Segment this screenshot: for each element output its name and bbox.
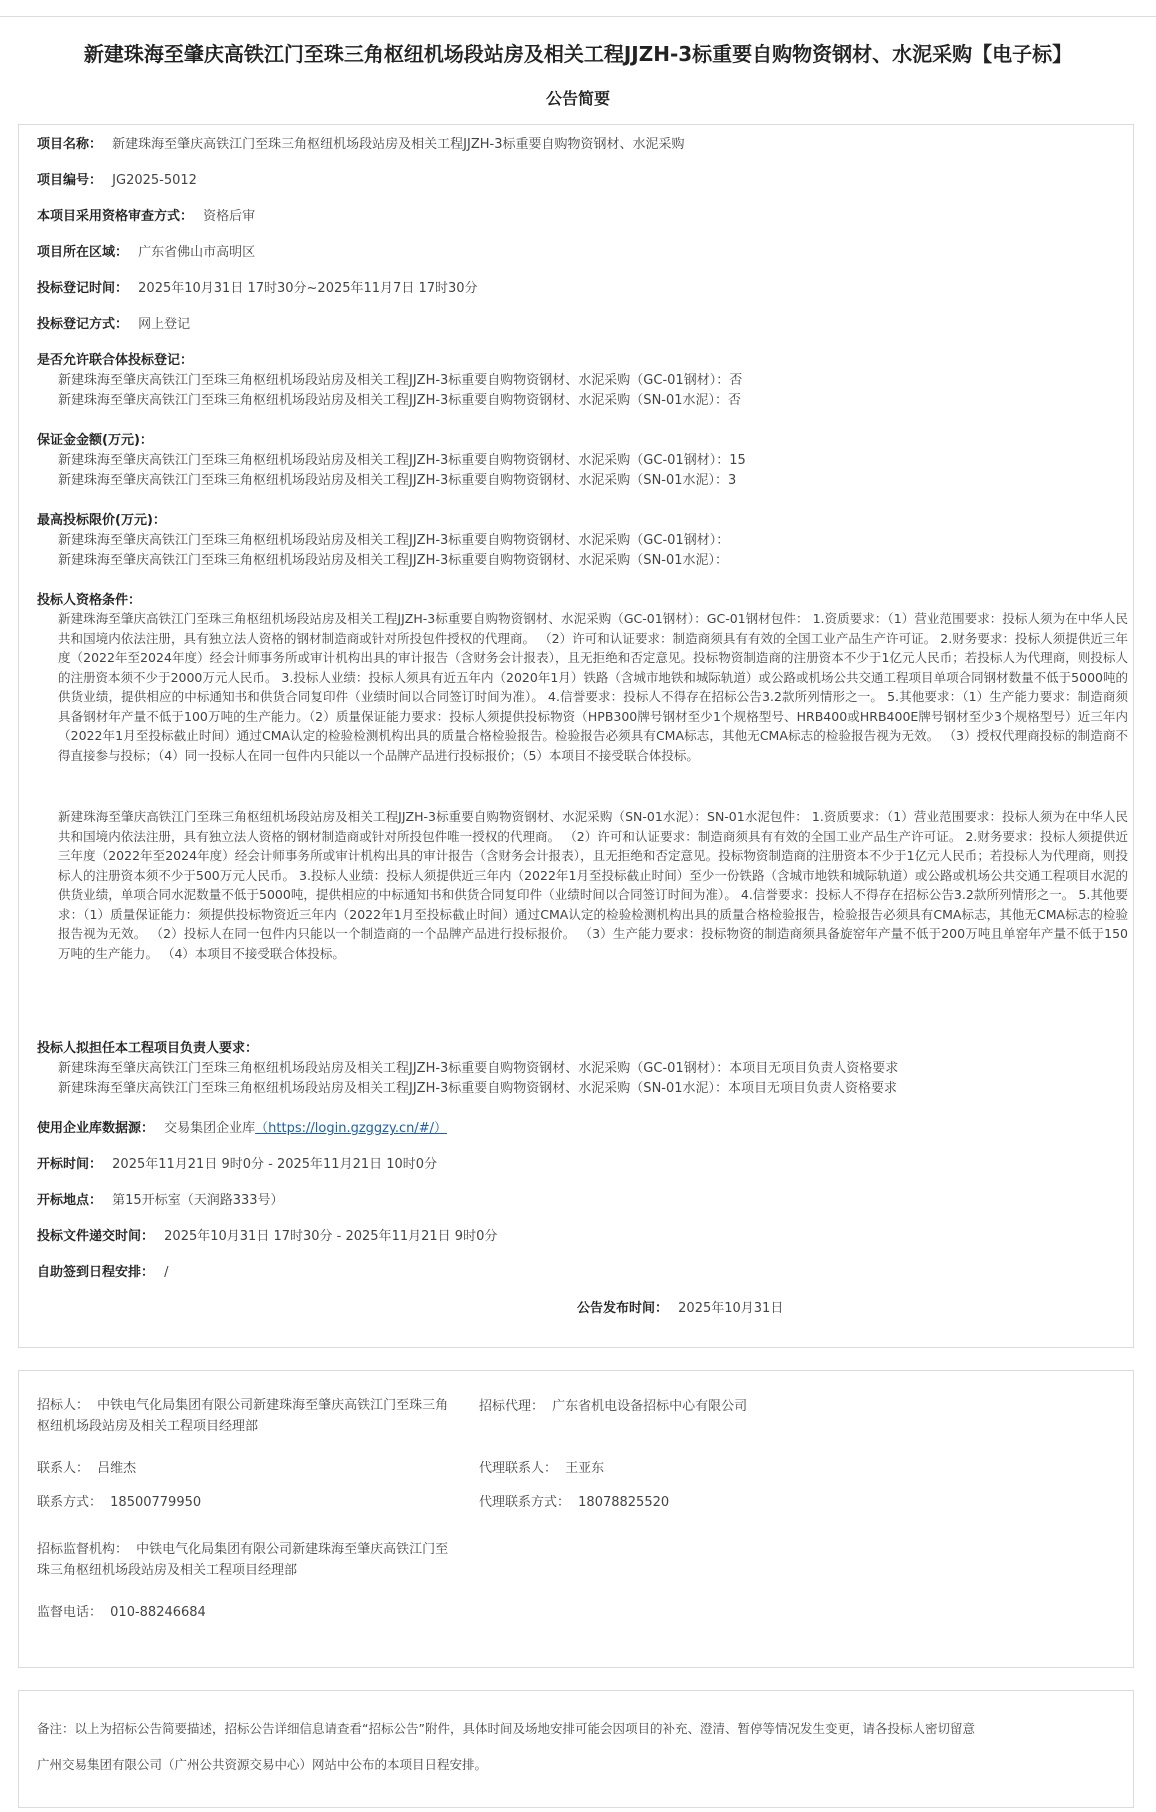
field-value: 资格后审 — [203, 209, 256, 224]
consortium-line: 新建珠海至肇庆高铁江门至珠三角枢纽机场段站房及相关工程JJZH-3标重要自购物资钢材、水泥采购（SN-01水泥）：否 — [58, 393, 742, 408]
contact-value: 吕维杰 — [97, 1461, 137, 1476]
note-line: 广州交易集团有限公司（广州公共资源交易中心）网站中公布的本项目日程安排。 — [37, 1757, 488, 1772]
contact-value: 18078825520 — [578, 1495, 670, 1510]
note-line: 备注：以上为招标公告简要描述，招标公告详细信息请查看“招标公告”附件，具体时间及场地安排可能会因项目的补充、澄清、暂停等情况发生变更，请各投标人密切留意 — [37, 1721, 975, 1736]
note-panel — [18, 1690, 1134, 1808]
field-label: 投标文件递交时间： — [37, 1229, 155, 1244]
enterprise-db-link[interactable]: （https://login.gzggzy.cn/#/） — [255, 1121, 447, 1136]
pm-req-line: 新建珠海至肇庆高铁江门至珠三角枢纽机场段站房及相关工程JJZH-3标重要自购物资钢材、水泥采购（GC-01钢材）：本项目无项目负责人资格要求 — [58, 1061, 899, 1076]
contact-value: 中铁电气化局集团有限公司新建珠海至肇庆高铁江门至珠三角枢纽机场段站房及相关工程项目经理部 — [37, 1398, 449, 1434]
field-label: 投标登记方式： — [37, 317, 129, 332]
field-value: 第15开标室（天润路333号） — [112, 1193, 284, 1208]
field-db-source — [37, 1117, 447, 1136]
bidder-qual-label: 投标人资格条件： — [37, 593, 142, 608]
field-label: 开标地点： — [37, 1193, 103, 1208]
field-project-no — [37, 169, 197, 188]
field-label: 公告发布时间： — [577, 1301, 669, 1316]
field-value: 2025年10月31日 — [678, 1301, 784, 1316]
field-open-place — [37, 1189, 284, 1208]
field-label: 项目所在区域： — [37, 245, 129, 260]
pm-req-label: 投标人拟担任本工程项目负责人要求： — [37, 1041, 259, 1056]
bidder-qual-gc: 新建珠海至肇庆高铁江门至珠三角枢纽机场段站房及相关工程JJZH-3标重要自购物资钢材、水泥采购（GC-01钢材）：GC-01钢材包件： 1.资质要求：（1）营业范围要求：投标人须为在中华人民共和国境内依法注册，具有独立法人资格的钢材制造商或针对所投包件授权的代理商。 （2）许可和认证要求：制造商须具有有效的全国工业产品生产许可证。 2.财务要求：投标人须提供近三年度（2022年至2024年度）经会计师事务所或审计机构出具的审计报告（含财务会计报表），且无拒绝和否定意见。投标物资制造商的注册资本不少于1亿元人民币；若投标人为代理商，则投标人的注册资本须不少于2000万元人民币。 3.投标人业绩：投标人须具有近五年内（2020年1月）铁路（含城市地铁和城际轨道）或公路或机场公共交通工程项目单项合同钢材数量不低于5000吨的供货业绩，提供相应的中标通知书和供货合同复印件（业绩时间以合同签订时间为准）。 4.信誉要求：投标人不得存在招标公告3.2款所列情形之一。 5.其他要求：（1）生产能力要求：制造商须具备钢材年产量不低于100万吨的生产能力。（2）质量保证能力要求：投标人须提供投标物资（HPB300牌号钢材至少1个规格型号、HRB400或HRB400E牌号钢材至少3个规格型号）近三年内（2022年1月至投标截止时间）通过CMA认定的检验检测机构出具的质量合格检验报告。检验报告必须具有CMA标志，其他无CMA标志的检验报告视为无效。 （3）授权代理商投标的制造商不得直接参与投标；（4）同一投标人在同一包件内只能以一个品牌产品进行投标报价；（5）本项目不接受联合体投标。 — [58, 611, 1128, 763]
page-title: 新建珠海至肇庆高铁江门至珠三角枢纽机场段站房及相关工程JJZH-3标重要自购物资钢材、水泥采购【电子标】 — [83, 42, 1073, 66]
top-divider — [0, 16, 1156, 17]
field-value: / — [164, 1265, 169, 1280]
field-label: 项目编号： — [37, 173, 103, 188]
consortium-label: 是否允许联合体投标登记： — [37, 353, 194, 368]
contact-agent-phone — [479, 1491, 669, 1510]
field-label: 本项目采用资格审查方式： — [37, 209, 194, 224]
field-signin — [37, 1261, 169, 1280]
contact-phone — [37, 1491, 201, 1510]
field-value: 网上登记 — [138, 317, 191, 332]
max-price-label: 最高投标限价(万元)： — [37, 513, 166, 528]
contact-tenderer — [37, 1395, 457, 1437]
contact-label: 招标监督机构： — [37, 1542, 129, 1557]
field-submit-time — [37, 1225, 497, 1244]
field-value: 2025年11月21日 9时0分 - 2025年11月21日 10时0分 — [112, 1157, 438, 1172]
contact-value: 广东省机电设备招标中心有限公司 — [552, 1399, 748, 1414]
bidder-qual-sn: 新建珠海至肇庆高铁江门至珠三角枢纽机场段站房及相关工程JJZH-3标重要自购物资钢材、水泥采购（SN-01水泥）：SN-01水泥包件： 1.资质要求：（1）营业范围要求：投标人须为在中华人民共和国境内依法注册，具有独立法人资格的钢材制造商或针对所投包件唯一授权的代理商。 （2）许可和认证要求：制造商须具有有效的全国工业产品生产许可证。 2.财务要求：投标人须提供近三年度（2022年至2024年度）经会计师事务所或审计机构出具的审计报告（含财务会计报表），且无拒绝和否定意见。投标物资制造商的注册资本不少于1亿元人民币；若投标人为代理商，则投标人的注册资本须不少于500万元人民币。 3.投标人业绩：投标人须提供近三年内（2022年1月至投标截止时间）至少一份铁路（含城市地铁和城际轨道）或公路或机场公共交通工程项目水泥的供货业绩，单项合同水泥数量不低于5000吨，提供相应的中标通知书和供货合同复印件（业绩时间以合同签订时间为准）。 4.信誉要求：投标人不得存在招标公告3.2款所列情形之一。 5.其他要求：（1）质量保证能力：须提供投标物资近三年内（2022年1月至投标截止时间）通过CMA认定的检验检测机构出具的质量合格检验报告，检验报告必须具有CMA标志，其他无CMA标志的检验报告视为无效。 （2）投标人在同一包件内只能以一个制造商的一个品牌产品进行投标报价。 （3）生产能力要求：投标物资的制造商须具备旋窑年产量不低于200万吨且单窑年产量不低于150万吨的生产能力。 （4）本项目不接受联合体投标。 — [58, 809, 1128, 961]
summary-panel — [18, 124, 1134, 1348]
page-subtitle: 公告简要 — [545, 89, 610, 108]
contact-label: 监督电话： — [37, 1605, 103, 1620]
field-bid-reg-time — [37, 277, 478, 296]
contact-value: 中铁电气化局集团有限公司新建珠海至肇庆高铁江门至珠三角枢纽机场段站房及相关工程项目经理部 — [37, 1542, 449, 1578]
field-label: 自助签到日程安排： — [37, 1265, 155, 1280]
contact-agent — [479, 1395, 747, 1414]
field-label: 使用企业库数据源： — [37, 1121, 155, 1136]
consortium-line: 新建珠海至肇庆高铁江门至珠三角枢纽机场段站房及相关工程JJZH-3标重要自购物资钢材、水泥采购（GC-01钢材）：否 — [58, 373, 743, 388]
field-value: 2025年10月31日 17时30分~2025年11月7日 17时30分 — [138, 281, 478, 296]
field-open-time — [37, 1153, 437, 1172]
max-price-line: 新建珠海至肇庆高铁江门至珠三角枢纽机场段站房及相关工程JJZH-3标重要自购物资钢材、水泥采购（GC-01钢材）： — [58, 533, 730, 548]
contact-supervisor-phone — [37, 1601, 206, 1620]
contact-value: 18500779950 — [110, 1495, 202, 1510]
contact-supervisor — [37, 1539, 457, 1581]
field-region — [37, 241, 255, 260]
deposit-line: 新建珠海至肇庆高铁江门至珠三角枢纽机场段站房及相关工程JJZH-3标重要自购物资钢材、水泥采购（GC-01钢材）：15 — [58, 453, 746, 468]
deposit-label: 保证金金额(万元)： — [37, 433, 153, 448]
field-publish-time — [577, 1297, 783, 1316]
field-label: 开标时间： — [37, 1157, 103, 1172]
contact-label: 联系方式： — [37, 1495, 103, 1510]
contact-value: 王亚东 — [565, 1461, 605, 1476]
deposit-line: 新建珠海至肇庆高铁江门至珠三角枢纽机场段站房及相关工程JJZH-3标重要自购物资钢材、水泥采购（SN-01水泥）：3 — [58, 473, 737, 488]
pm-req-line: 新建珠海至肇庆高铁江门至珠三角枢纽机场段站房及相关工程JJZH-3标重要自购物资钢材、水泥采购（SN-01水泥）：本项目无项目负责人资格要求 — [58, 1081, 898, 1096]
contact-label: 招标代理： — [479, 1399, 545, 1414]
contact-agent-person — [479, 1457, 604, 1476]
field-project-name — [37, 133, 684, 152]
field-value: 交易集团企业库 — [164, 1121, 256, 1136]
field-value: 新建珠海至肇庆高铁江门至珠三角枢纽机场段站房及相关工程JJZH-3标重要自购物资钢材、水泥采购 — [112, 137, 685, 152]
contact-label: 代理联系方式： — [479, 1495, 571, 1510]
contact-label: 招标人： — [37, 1398, 90, 1413]
field-label: 投标登记时间： — [37, 281, 129, 296]
contact-label: 联系人： — [37, 1461, 90, 1476]
field-value: JG2025-5012 — [112, 173, 197, 188]
field-value: 广东省佛山市高明区 — [138, 245, 256, 260]
contact-person — [37, 1457, 136, 1476]
contact-label: 代理联系人： — [479, 1461, 558, 1476]
field-label: 项目名称： — [37, 137, 103, 152]
field-qualification-review — [37, 205, 255, 224]
field-bid-reg-method — [37, 313, 190, 332]
contact-value: 010-88246684 — [110, 1605, 206, 1620]
contacts-panel — [18, 1370, 1134, 1668]
max-price-line: 新建珠海至肇庆高铁江门至珠三角枢纽机场段站房及相关工程JJZH-3标重要自购物资钢材、水泥采购（SN-01水泥）： — [58, 553, 729, 568]
field-value: 2025年10月31日 17时30分 - 2025年11月21日 9时0分 — [164, 1229, 498, 1244]
